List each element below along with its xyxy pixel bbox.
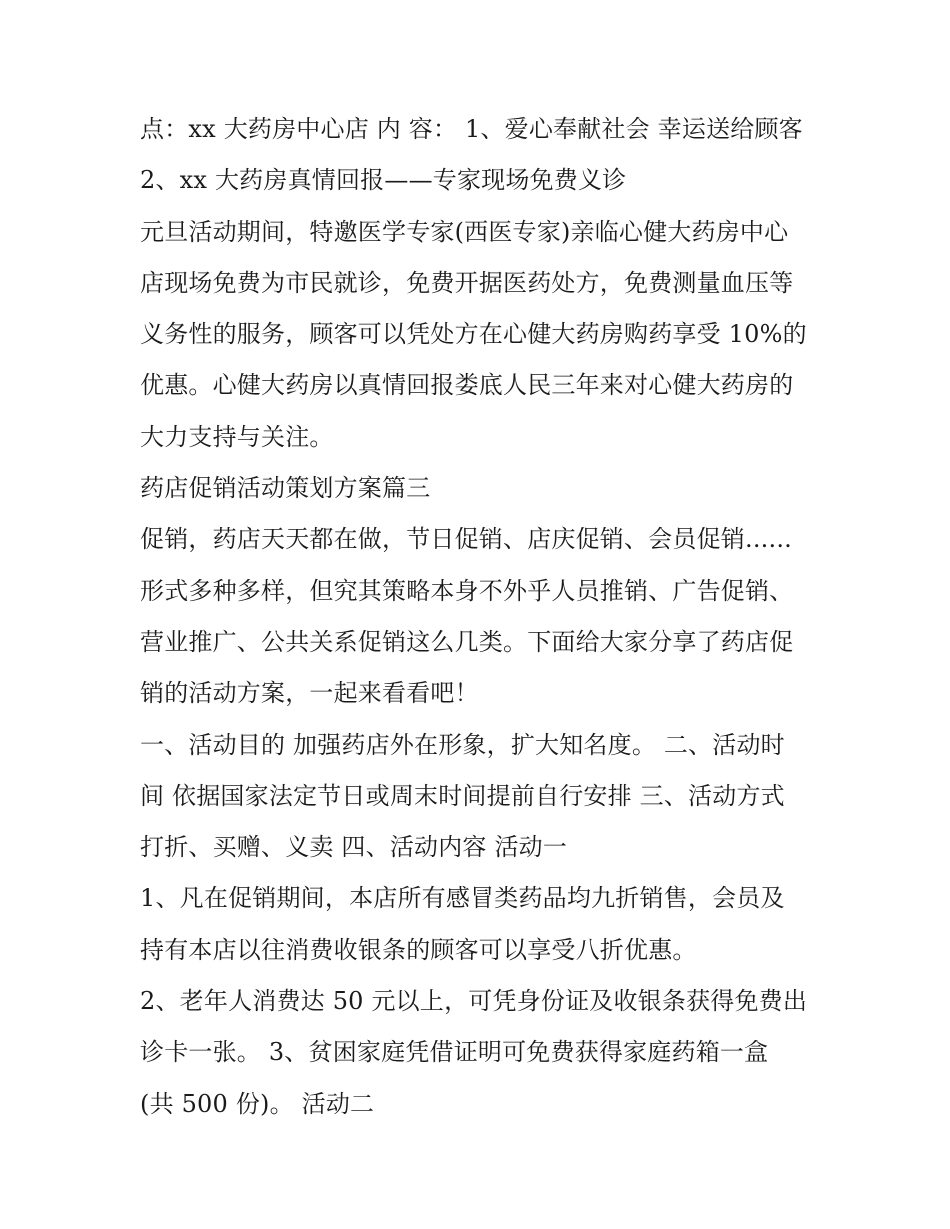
text-line: 2、老年人消费达 50 元以上，可凭身份证及收银条获得免费出 [140,987,808,1016]
text-line: 1、凡在促销期间，本店所有感冒类药品均九折销售，会员及 [140,884,785,913]
text-line: (共 500 份)。 活动二 [140,1089,375,1118]
text-line: 打折、买赠、义卖 四、活动内容 活动一 [140,833,568,862]
text-line: 元旦活动期间，特邀医学专家(西医专家)亲临心健大药房中心 [140,217,789,246]
text-line: 销的活动方案，一起来看看吧！ [140,679,479,708]
text-line: 诊卡一张。 3、贫困家庭凭借证明可免费获得家庭药箱一盒 [140,1038,769,1067]
text-line: 形式多种多样，但究其策略本身不外乎人员推销、广告促销、 [140,576,794,605]
text-line: 点：xx 大药房中心店 内 容： 1、爱心奉献社会 幸运送给顾客 [140,115,803,143]
text-line: 2、xx 大药房真情回报——专家现场免费义诊 [140,166,627,195]
text-line: 促销，药店天天都在做，节日促销、店庆促销、会员促销...... [140,525,792,554]
text-line: 大力支持与关注。 [140,422,334,451]
text-line: 持有本店以往消费收银条的顾客可以享受八折优惠。 [140,935,697,964]
document-body [140,104,820,1130]
section-heading: 药店促销活动策划方案篇三 [140,474,431,503]
text-line: 一、活动目的 加强药店外在形象，扩大知名度。 二、活动时 [140,730,785,759]
text-line: 间 依据国家法定节日或周末时间提前自行安排 三、活动方式 [140,781,785,810]
text-line: 义务性的服务，顾客可以凭处方在心健大药房购药享受 10%的 [140,320,807,349]
text-line: 营业推广、公共关系促销这么几类。下面给大家分享了药店促 [140,627,794,656]
text-line: 店现场免费为市民就诊，免费开据医药处方，免费测量血压等 [140,268,794,297]
text-line: 优惠。心健大药房以真情回报娄底人民三年来对心健大药房的 [140,371,794,400]
